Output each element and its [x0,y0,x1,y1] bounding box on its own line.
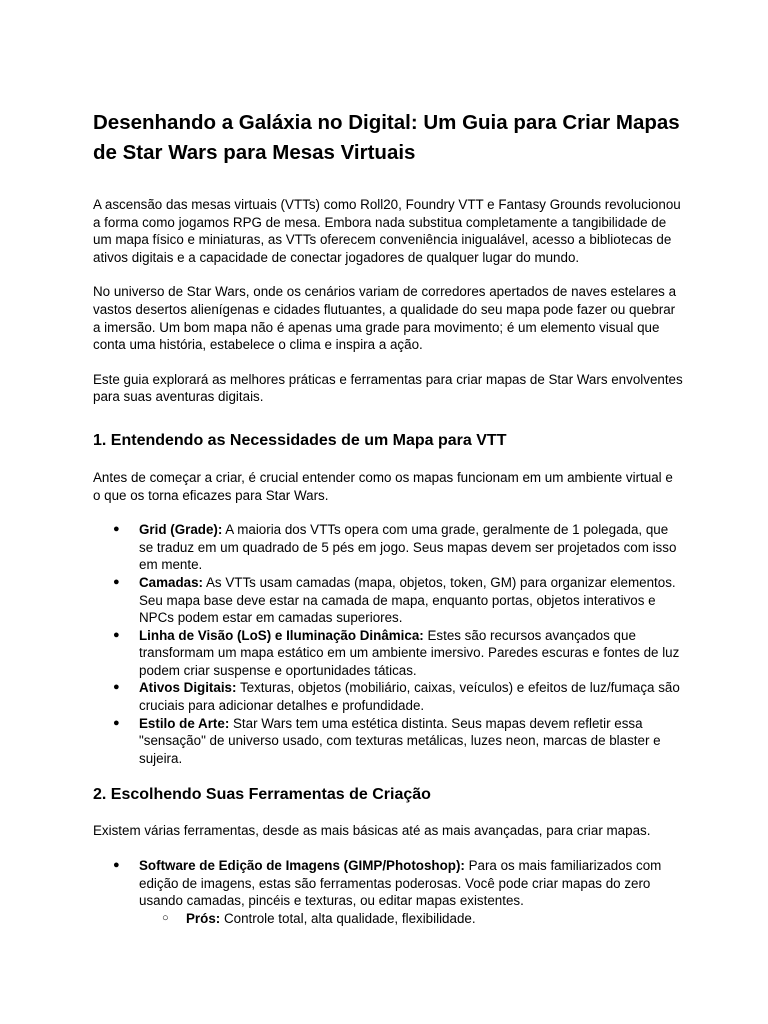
intro-paragraph-1: A ascensão das mesas virtuais (VTTs) como Roll20, Foundry VTT e Fantasy Grounds revolucionou a forma como jogamos RPG de mesa. Embora nada substitua completamente a tangibilidade de um mapa físico e miniaturas, as VTTs oferecem conveniência inigualável, acesso a bibliotecas de ativos digitais e a capacidade de conectar jogadores de qualquer lugar do mundo. [93,197,681,265]
document-body [93,108,683,927]
list-item [93,715,683,768]
list-item-term: Grid (Grade): [139,522,223,538]
sub-list-item-text: Controle total, alta qualidade, flexibilidade. [220,910,476,926]
list-item-term: Linha de Visão (LoS) e Iluminação Dinâmica: [139,627,424,643]
list-item-term: Estilo de Arte: [139,715,230,731]
section-2-heading: 2. Escolhendo Suas Ferramentas de Criação [93,786,431,804]
section-2-lead: Existem várias ferramentas, desde as mais básicas até as mais avançadas, para criar mapas. [93,823,651,839]
list-item [93,679,683,714]
sub-list-item [93,910,683,928]
section-1-list [93,521,683,767]
list-item-text: As VTTs usam camadas (mapa, objetos, token, GM) para organizar elementos. Seu mapa base deve estar na camada de mapa, enquanto portas, objetos interativos e NPCs podem estar em camadas superiores. [139,574,676,626]
list-item [93,574,683,627]
section-2-list [93,857,683,927]
sub-list [139,910,683,928]
intro-paragraph-3: Este guia explorará as melhores práticas e ferramentas para criar mapas de Star Wars envolventes para suas aventuras digitais. [93,371,683,405]
document-title: Desenhando a Galáxia no Digital: Um Guia para Criar Mapas de Star Wars para Mesas Virtuais [93,111,680,164]
section-1-heading: 1. Entendendo as Necessidades de um Mapa para VTT [93,431,507,449]
list-item-text: Para os mais familiarizados com edição de imagens, estas são ferramentas poderosas. Você pode criar mapas do zero usando camadas, pincéis e texturas, ou editar mapas existentes. [139,858,662,909]
section-1-lead: Antes de começar a criar, é crucial entender como os mapas funcionam em um ambiente virtual e o que os torna eficazes para Star Wars. [93,469,673,503]
list-item-term: Software de Edição de Imagens (GIMP/Photoshop): [139,858,465,874]
list-item [93,521,683,574]
intro-paragraph-2: No universo de Star Wars, onde os cenários variam de corredores apertados de naves estelares a vastos desertos alienígenas e cidades flutuantes, a qualidade do seu mapa pode fazer ou quebrar a imersão. Um bom mapa não é apenas uma grade para movimento; é um elemento visual que conta uma história, estabelece o clima e inspira a ação. [93,284,677,353]
list-item [93,627,683,680]
list-item-term: Camadas: [139,574,204,590]
sub-list-item-term: Prós: [186,910,221,926]
list-item-text: Texturas, objetos (mobiliário, caixas, veículos) e efeitos de luz/fumaça são cruciais para adicionar detalhes e profundidade. [139,680,680,714]
list-item [93,857,683,927]
list-item-text: A maioria dos VTTs opera com uma grade, geralmente de 1 polegada, que se traduz em um quadrado de 5 pés em jogo. Seus mapas devem ser projetados com isso em mente. [139,522,677,573]
list-item-term: Ativos Digitais: [139,680,237,696]
list-item-text: Estes são recursos avançados que transformam um mapa estático em um ambiente imersivo. Paredes escuras e fontes de luz podem criar suspense e oportunidades táticas. [139,627,680,678]
list-item-text: Star Wars tem uma estética distinta. Seus mapas devem refletir essa "sensação" de universo usado, com texturas metálicas, luzes neon, marcas de blaster e sujeira. [139,715,661,766]
